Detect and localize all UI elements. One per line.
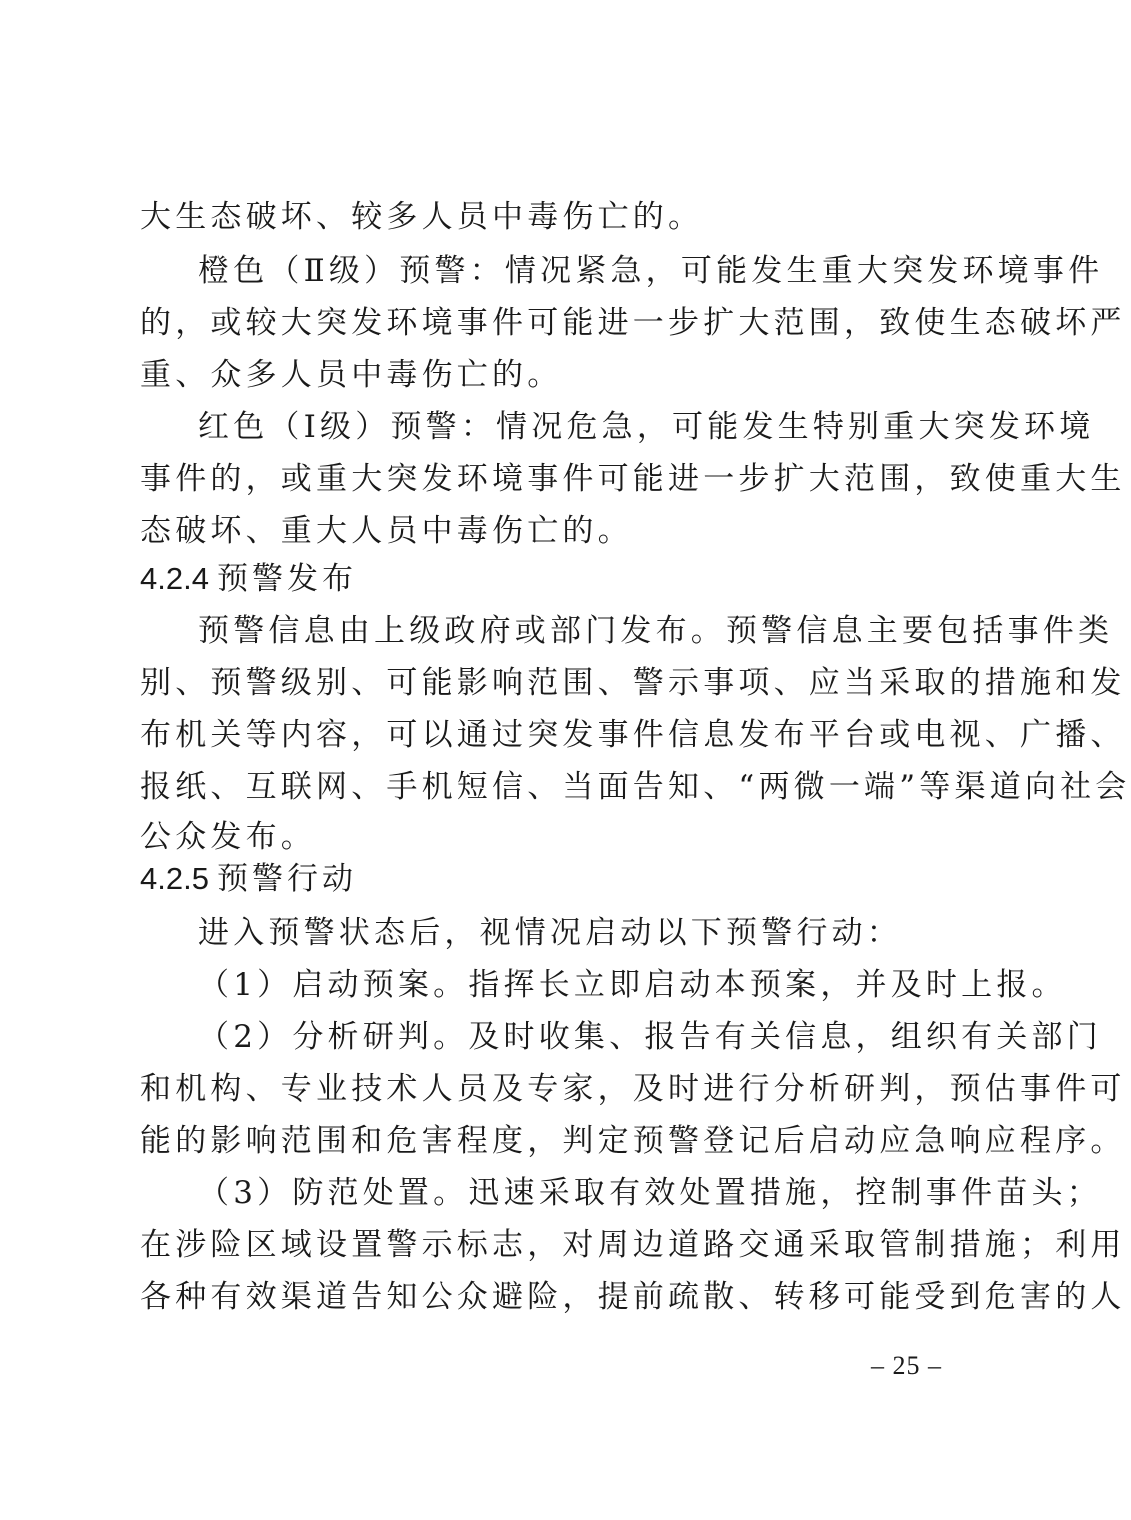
paragraph-line: 能的影响范围和危害程度，判定预警登记后启动应急响应程序。 (140, 1123, 1126, 1159)
section-heading (140, 860, 940, 898)
paragraph-line: 在涉险区域设置警示标志，对周边道路交通采取管制措施；利用 (140, 1227, 1126, 1263)
paragraph-line: （2）分析研判。及时收集、报告有关信息，组织有关部门 (198, 1019, 1102, 1055)
paragraph-line: 橙色（Ⅱ级）预警：情况紧急，可能发生重大突发环境事件 (198, 253, 1104, 289)
paragraph-line: 进入预警状态后，视情况启动以下预警行动： (198, 915, 902, 951)
section-title: 预警行动 (216, 861, 357, 897)
paragraph-line: 公众发布。 (140, 819, 316, 855)
paragraph-line: 态破坏、重大人员中毒伤亡的。 (140, 513, 633, 549)
paragraph-line: 和机构、专业技术人员及专家，及时进行分析研判，预估事件可 (140, 1071, 1126, 1107)
section-heading (140, 560, 940, 598)
paragraph-line: 大生态破坏、较多人员中毒伤亡的。 (140, 199, 704, 235)
section-number: 4.2.5 (140, 861, 209, 896)
paragraph-line: 各种有效渠道告知公众避险，提前疏散、转移可能受到危害的人 (140, 1279, 1126, 1315)
paragraph-line: （1）启动预案。指挥长立即启动本预案，并及时上报。 (198, 967, 1067, 1003)
section-title: 预警发布 (216, 561, 357, 597)
paragraph-line: 报纸、互联网、手机短信、当面告知、“两微一端”等渠道向社会 (140, 769, 1131, 805)
paragraph-line: 的，或较大突发环境事件可能进一步扩大范围，致使生态破坏严 (140, 305, 1126, 341)
section-number: 4.2.4 (140, 561, 209, 596)
page-number: – 25 – (871, 1351, 942, 1380)
paragraph-line: 重、众多人员中毒伤亡的。 (140, 357, 563, 393)
paragraph-line: 别、预警级别、可能影响范围、警示事项、应当采取的措施和发 (140, 665, 1126, 701)
paragraph-line: 红色（Ⅰ级）预警：情况危急，可能发生特别重大突发环境 (198, 409, 1095, 445)
paragraph-line: 预警信息由上级政府或部门发布。预警信息主要包括事件类 (198, 613, 1114, 649)
paragraph-line: 事件的，或重大突发环境事件可能进一步扩大范围，致使重大生 (140, 461, 1126, 497)
paragraph-line: （3）防范处置。迅速采取有效处置措施，控制事件苗头； (198, 1175, 1102, 1211)
paragraph-line: 布机关等内容，可以通过突发事件信息发布平台或电视、广播、 (140, 717, 1126, 753)
